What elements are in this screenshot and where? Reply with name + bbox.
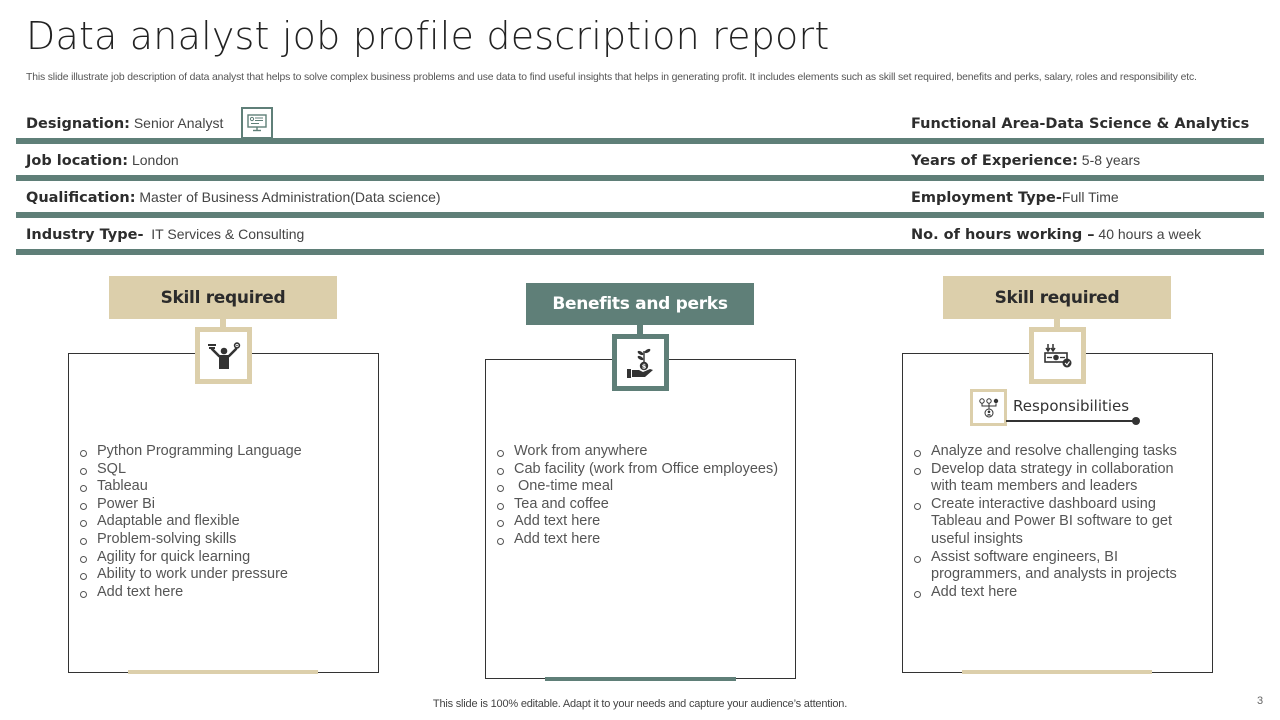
experience-value: 5-8 years — [1077, 152, 1141, 168]
working-hours-label: No. of hours working – — [911, 227, 1095, 243]
list-item: Adaptable and flexible — [79, 513, 369, 531]
list-item: One-time meal — [496, 478, 791, 496]
list-item: Agility for quick learning — [79, 549, 369, 567]
svg-text:$: $ — [641, 362, 646, 370]
employment-type-value: Full Time — [1061, 189, 1119, 205]
functional-area-field — [911, 115, 1249, 132]
industry-type-field — [26, 226, 304, 243]
designation-value: Senior Analyst — [129, 115, 224, 131]
list-item: Add text here — [496, 531, 791, 549]
list-item: Work from anywhere — [496, 443, 791, 461]
responsibilities-subheading: Responsibilities — [1013, 397, 1130, 415]
hand-money-plant-icon — [612, 334, 669, 391]
designation-field — [26, 115, 223, 132]
list-item: Tableau — [79, 478, 369, 496]
experience-field — [911, 152, 1140, 169]
experience-label: Years of Experience: — [911, 153, 1078, 169]
org-hierarchy-icon — [970, 389, 1007, 426]
employment-type-label: Employment Type- — [911, 190, 1062, 206]
industry-type-value: IT Services & Consulting — [143, 226, 305, 242]
slide-title: Data analyst job profile description report — [26, 14, 830, 58]
skills-header: Skill required — [109, 276, 337, 319]
benefits-header: Benefits and perks — [526, 283, 754, 325]
list-item: Cab facility (work from Office employees) — [496, 461, 791, 479]
qualification-label: Qualification: — [26, 190, 136, 206]
qualification-value: Master of Business Administration(Data science) — [135, 189, 441, 205]
underline-dot — [1132, 417, 1140, 425]
underline-divider — [1006, 420, 1134, 422]
page-number: 3 — [1257, 695, 1264, 707]
row-divider — [16, 249, 1264, 255]
employment-type-field — [911, 189, 1119, 206]
info-row-designation — [16, 107, 1264, 144]
industry-type-label: Industry Type- — [26, 227, 144, 243]
job-location-label: Job location: — [26, 153, 129, 169]
list-item: Analyze and resolve challenging tasks — [913, 443, 1203, 461]
list-item: Python Programming Language — [79, 443, 369, 461]
info-row-industry — [16, 218, 1264, 255]
list-item: Add text here — [913, 584, 1203, 602]
salary-money-icon — [1029, 327, 1086, 384]
responsibilities-list — [913, 443, 1203, 601]
list-item: Create interactive dashboard using Tableau and Power BI software to get useful insights — [913, 496, 1203, 549]
list-item: Power Bi — [79, 496, 369, 514]
qualification-field — [26, 189, 441, 206]
skills-list — [79, 443, 369, 601]
list-item: Tea and coffee — [496, 496, 791, 514]
job-location-value: London — [128, 152, 179, 168]
list-item: Ability to work under pressure — [79, 566, 369, 584]
list-item: Assist software engineers, BI programmers, and analysts in projects — [913, 549, 1203, 584]
list-item: Problem-solving skills — [79, 531, 369, 549]
list-item: SQL — [79, 461, 369, 479]
list-item: Develop data strategy in collaboration with team members and leaders — [913, 461, 1203, 496]
info-row-qualification — [16, 181, 1264, 218]
list-item: Add text here — [496, 513, 791, 531]
functional-area-label: Functional Area-Data Science & Analytics — [911, 116, 1250, 132]
working-hours-field — [911, 226, 1201, 243]
footer-note: This slide is 100% editable. Adapt it to your needs and capture your audience’s attention. — [432, 698, 848, 710]
monitor-profile-icon — [241, 107, 273, 139]
benefits-list — [496, 443, 791, 549]
info-row-location — [16, 144, 1264, 181]
list-item: Add text here — [79, 584, 369, 602]
working-hours-value: 40 hours a week — [1094, 226, 1202, 242]
bottom-accent-bar — [128, 670, 318, 674]
job-location-field — [26, 152, 179, 169]
bottom-accent-bar — [962, 670, 1152, 674]
person-juggling-skills-icon — [195, 327, 252, 384]
responsibilities-header: Skill required — [943, 276, 1171, 319]
bottom-accent-bar — [545, 677, 736, 681]
designation-label: Designation: — [26, 116, 130, 132]
slide-subtitle: This slide illustrate job description of data analyst that helps to solve complex business problems and use data to find useful insights that helps in generating profit. It includes elements such as skill set required, benefits and perks, salary, roles and responsibility etc. — [26, 72, 1197, 83]
